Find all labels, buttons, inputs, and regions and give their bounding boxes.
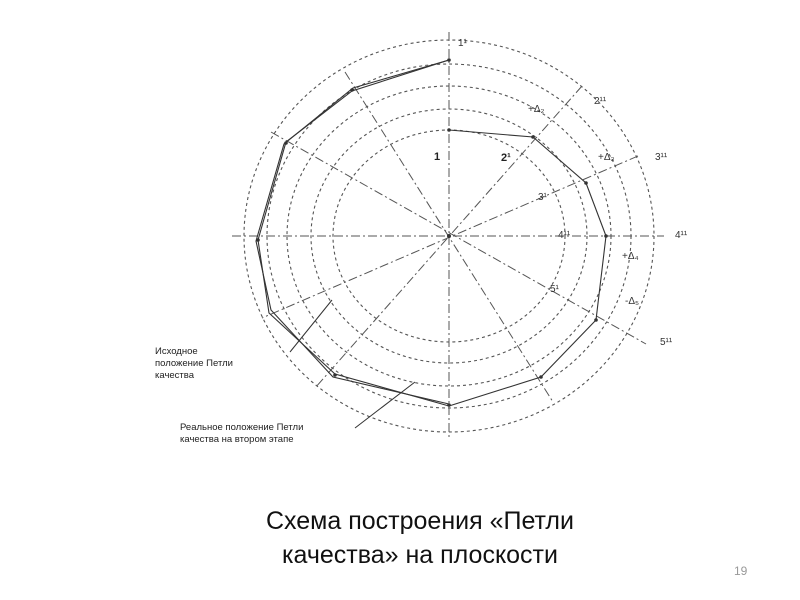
label-diag-2: 3¹¹ bbox=[655, 152, 668, 163]
annotation-initial-line: качества bbox=[155, 370, 194, 381]
delta-label: +Δ₃ bbox=[598, 152, 615, 163]
slide-title-line: Схема построения «Петли bbox=[266, 507, 574, 535]
annotation-real bbox=[180, 422, 303, 446]
point-lower-left bbox=[333, 373, 337, 377]
page-number: 19 bbox=[734, 564, 748, 578]
point-3 bbox=[584, 181, 588, 185]
label-inner-3: 3¹ bbox=[538, 192, 547, 203]
point-6 bbox=[539, 375, 543, 379]
annotation-initial-line: положение Петли bbox=[155, 358, 233, 369]
point-upper-left bbox=[350, 88, 354, 92]
slide-title bbox=[180, 504, 660, 572]
annotation-initial-line: Исходное bbox=[155, 346, 198, 357]
point-top bbox=[447, 58, 451, 62]
annotation-real-line: качества на втором этапе bbox=[180, 434, 294, 445]
annotation-real-line: Реальное положение Петли bbox=[180, 422, 304, 433]
annotation-initial bbox=[155, 346, 233, 382]
delta-label: +Δ₄ bbox=[622, 251, 639, 262]
axis-diag-c bbox=[271, 132, 646, 344]
point-2 bbox=[531, 135, 535, 139]
point-center bbox=[447, 234, 451, 238]
point-4 bbox=[604, 234, 608, 238]
point-inner-top bbox=[447, 128, 451, 132]
point-left-2 bbox=[284, 141, 288, 145]
label-inner-2: 2¹ bbox=[501, 152, 511, 164]
delta-label: +Δ₂ bbox=[528, 104, 545, 115]
label-right: 4¹¹ bbox=[675, 230, 688, 241]
label-top: 1¹ bbox=[458, 38, 467, 49]
label-diag-3: 5¹¹ bbox=[660, 337, 673, 348]
point-5 bbox=[594, 318, 598, 322]
label-inner-1: 1 bbox=[434, 151, 441, 163]
leader-initial bbox=[290, 300, 332, 352]
slide-title-line: качества» на плоскости bbox=[282, 541, 558, 569]
delta-label: -Δ₅ bbox=[625, 296, 640, 307]
point-bottom bbox=[447, 403, 451, 407]
point-left bbox=[256, 238, 260, 242]
label-diag-1: 2¹¹ bbox=[594, 96, 607, 107]
label-inner-5: 5¹ bbox=[550, 284, 559, 295]
label-inner-4: 4¹¹ bbox=[558, 230, 571, 241]
